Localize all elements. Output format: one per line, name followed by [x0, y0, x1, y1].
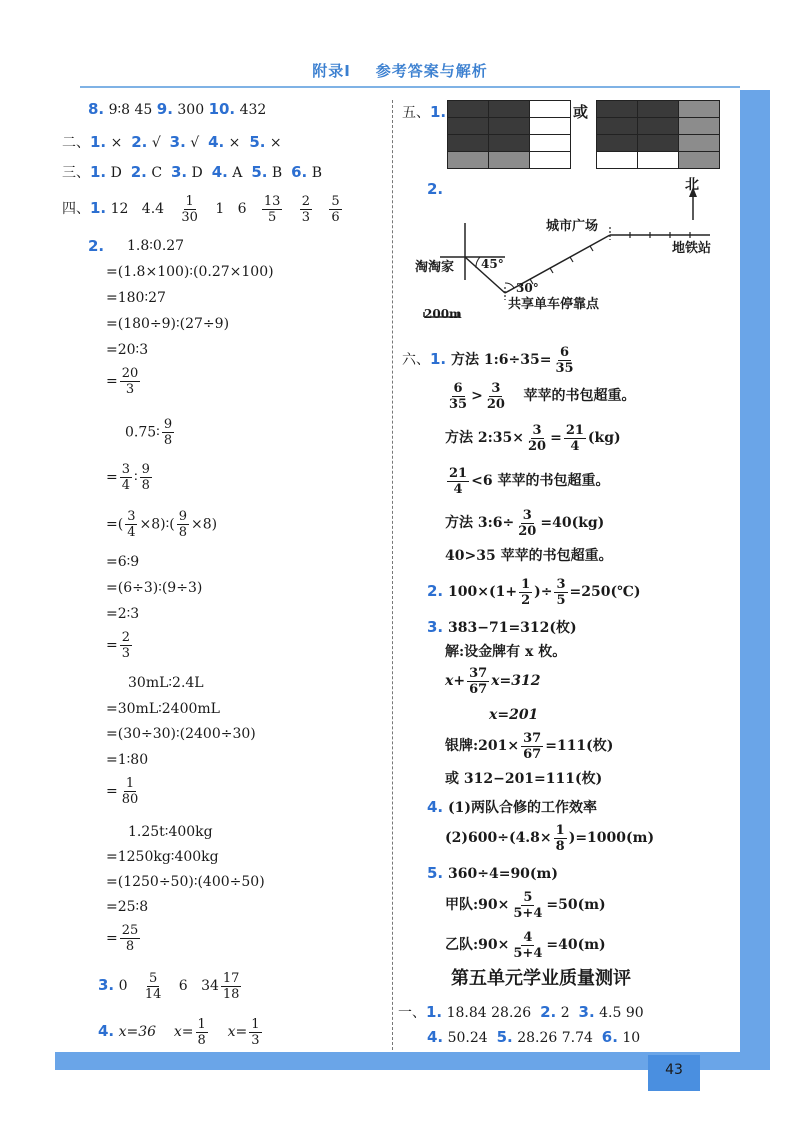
six-q3: 3. 383−71=312(枚): [427, 618, 577, 636]
q-number: 2.: [427, 180, 444, 198]
ratio-line: =6∶9: [106, 554, 140, 570]
answer: 300: [177, 102, 205, 118]
q-number: 1.: [90, 199, 107, 217]
ratio-line: =1250kg∶400kg: [106, 849, 219, 865]
ratio-line: =30mL∶2400mL: [106, 701, 220, 717]
header-title: 参考答案与解析: [375, 62, 488, 80]
ratio-line: 0.75∶ $\frac{9}{8}$: [125, 417, 173, 448]
page-header: [0, 60, 800, 81]
q-number: 4.: [211, 163, 228, 181]
ratio-line: =( $\frac{3}{4}$ ×8)∶( $\frac{9}{8}$ ×8): [106, 509, 218, 540]
section-label: 三、: [62, 165, 90, 181]
answer: A: [232, 165, 243, 181]
answer: 9∶8 45: [108, 102, 153, 118]
method-3: 方法 3:6÷ $\frac{3}{20}$ =40(kg): [445, 507, 605, 539]
q4-answers: 4. x=36 x= $\frac{1}{8}$ x= $\frac{1}{3}$: [98, 1016, 260, 1048]
method-1: 六、1. 方法 1:6÷35= $\frac{6}{35}$: [402, 344, 574, 376]
answer: 6: [237, 201, 247, 217]
six-q3-x: x=201: [489, 707, 539, 723]
answer: ×: [110, 135, 123, 151]
ratio-line: =(6÷3)∶(9÷3): [106, 580, 203, 596]
q-number: 8.: [88, 100, 105, 118]
answer: ×: [269, 135, 282, 151]
six-q2: 2. 100×(1+ $\frac{1}{2}$ )÷ $\frac{3}{5}$ =250(℃): [427, 576, 641, 608]
shaded-grid-2: [596, 100, 720, 169]
city-square-label: 城市广场: [546, 219, 599, 234]
six-q4-b: (2)600÷(4.8× $\frac{1}{8}$ )=1000(m): [445, 822, 655, 854]
six-q4-a: 4. (1)两队合修的工作效率: [427, 798, 598, 816]
answer: 12: [110, 201, 129, 217]
unit5-row-2: 4. 50.24 5. 28.26 7.74 6. 10: [427, 1028, 641, 1046]
answer: √: [190, 135, 200, 151]
answer: C: [151, 165, 163, 181]
ratio-line: =(1250÷50)∶(400÷50): [106, 874, 265, 890]
ratio-line: = $\frac{20}{3}$: [106, 366, 139, 397]
ratio-line: =2∶3: [106, 606, 140, 622]
six-q5-a: 5. 360÷4=90(m): [427, 864, 558, 882]
q-number: 1.: [90, 133, 107, 151]
method-2: 方法 2:35× $\frac{3}{20}$ = $\frac{21}{4}$ (kg): [445, 422, 621, 454]
page-number: 43: [648, 1055, 700, 1091]
ratio-line: =(1.8×100)∶(0.27×100): [106, 264, 274, 280]
answers-row-2: [62, 133, 282, 152]
q-number: 6.: [291, 163, 308, 181]
ratio-line: 30mL∶2.4L: [128, 675, 204, 691]
unit5-row-1: 一、1. 18.84 28.26 2. 2 3. 4.5 90: [398, 1003, 644, 1021]
ratio-line: =180∶27: [106, 290, 166, 306]
six-q5-c: 乙队:90× $\frac{4}{5+4}$ =40(m): [445, 929, 606, 961]
ratio-line: =20∶3: [106, 342, 149, 358]
ratio-line: = $\frac{3}{4}$ ∶ $\frac{9}{8}$: [106, 462, 150, 493]
ratio-line: 1.25t∶400kg: [128, 824, 213, 840]
answer: 1: [215, 201, 225, 217]
answer: 432: [239, 102, 267, 118]
q-number: 3.: [169, 133, 186, 151]
q-number: 4.: [208, 133, 225, 151]
ratio-line: = $\frac{2}{3}$: [106, 630, 131, 661]
header-rule: [80, 86, 740, 88]
answer: D: [110, 165, 122, 181]
north-label: 北: [685, 177, 699, 193]
ratio-line: = $\frac{1}{80}$: [106, 776, 139, 807]
fraction: $\frac{13}{5}$: [263, 193, 281, 225]
method-2-compare: $\frac{21}{4}$ <6 苹苹的书包超重。: [449, 465, 610, 497]
answer: B: [311, 165, 322, 181]
bike-stop-label: 共享单车停靠点: [508, 297, 600, 312]
q-number: 2.: [131, 133, 148, 151]
unit5-title: 第五单元学业质量测评: [451, 968, 631, 989]
q-number: 3.: [170, 163, 188, 181]
answer: ×: [228, 135, 241, 151]
subway-label: 地铁站: [672, 241, 712, 256]
six-q3-alt: 或 312−201=111(枚): [445, 771, 603, 787]
q-number: 5.: [251, 163, 268, 181]
q-number: 1.: [90, 163, 107, 181]
section-five-label: 五、1.: [402, 103, 447, 121]
fraction: $\frac{2}{3}$: [301, 193, 311, 225]
section-label: 二、: [62, 135, 90, 151]
q-number: 2.: [130, 163, 147, 181]
six-q5-b: 甲队:90× $\frac{5}{5+4}$ =50(m): [445, 889, 606, 921]
answer: D: [191, 165, 203, 181]
q-number: 10.: [208, 100, 236, 118]
home-label: 淘淘家: [415, 260, 455, 275]
scale-label: 200m: [424, 307, 462, 321]
six-q3-let: 解:设金牌有 x 枚。: [445, 644, 567, 660]
answer: 4.4: [141, 201, 165, 217]
q3-answers: 3. 0 $\frac{5}{14}$ 6 34 $\frac{17}{18}$: [98, 970, 240, 1002]
q-number: 9.: [156, 100, 173, 118]
six-q3-eq: x+ $\frac{37}{67}$ x=312: [445, 665, 541, 697]
column-divider: [392, 100, 393, 1050]
ratio-line: =(180÷9)∶(27÷9): [106, 316, 230, 332]
appendix-label: 附录Ⅰ: [312, 62, 351, 80]
ratio-line: =1∶80: [106, 752, 149, 768]
answer: √: [151, 135, 161, 151]
fraction: $\frac{1}{30}$: [181, 193, 198, 225]
answers-row-1: [88, 100, 266, 119]
section-label: 四、: [62, 201, 90, 217]
angle-30-label: 30°: [516, 281, 539, 295]
ratio-line: 1.8∶0.27: [127, 238, 185, 254]
ratio-line: =25∶8: [106, 899, 149, 915]
angle-45-label: 45°: [481, 257, 504, 271]
ratio-line: =(30÷30)∶(2400÷30): [106, 726, 256, 742]
shaded-grid-1: [447, 100, 571, 169]
fraction: $\frac{5}{6}$: [331, 193, 340, 225]
method-1-compare: $\frac{6}{35}$ > $\frac{3}{20}$ 苹苹的书包超重。: [449, 380, 636, 412]
answers-row-3: [62, 163, 322, 182]
page-frame-right: [740, 90, 770, 1060]
q-number: 2.: [88, 237, 105, 255]
or-label: 或: [573, 103, 589, 121]
ratio-line: = $\frac{25}{8}$: [106, 923, 139, 954]
answers-row-4: [62, 190, 344, 227]
six-q3-silver: 银牌:201× $\frac{37}{67}$ =111(枚): [445, 730, 614, 762]
method-3-compare: 40>35 苹苹的书包超重。: [445, 548, 613, 564]
answer: B: [271, 165, 283, 181]
q-number: 5.: [249, 133, 266, 151]
